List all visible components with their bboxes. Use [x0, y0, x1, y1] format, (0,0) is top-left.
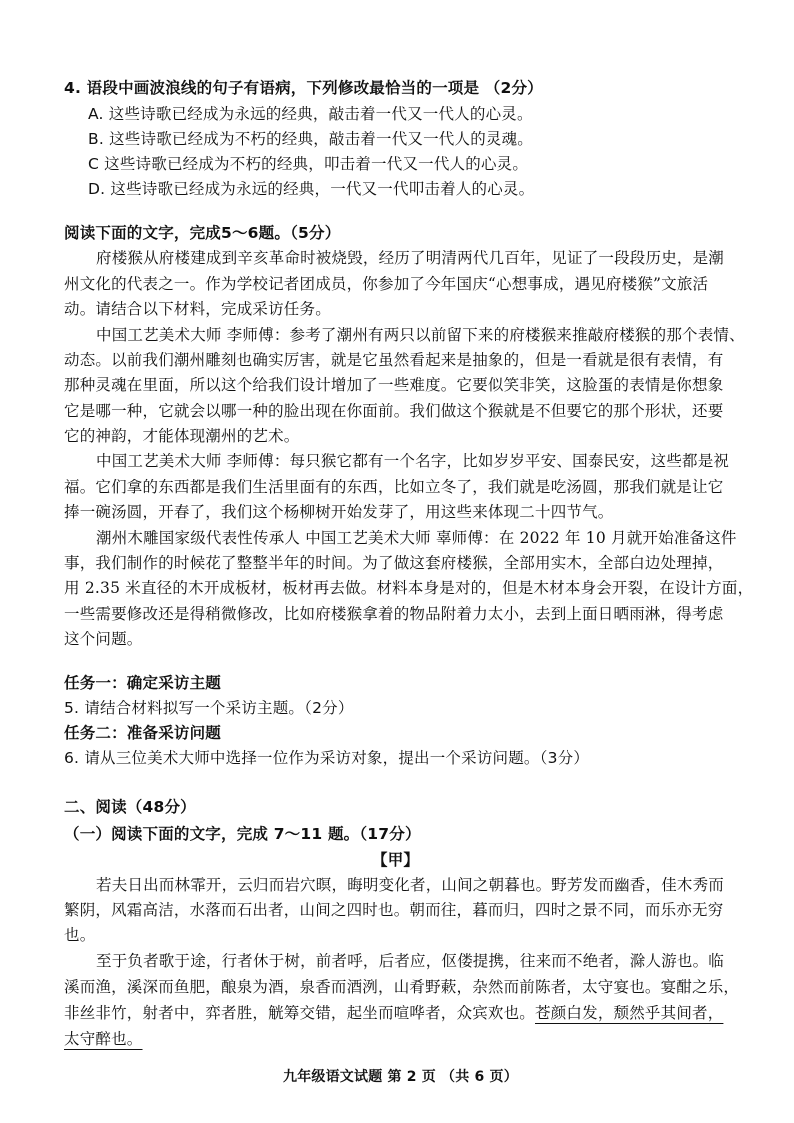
reading1-line: 它的神韵，才能体现潮州的艺术。 [64, 427, 300, 445]
task1-heading: 任务一：确定采访主题 [64, 674, 222, 692]
underlined-sentence: 苍颜白发，颓然乎其间者， [535, 1004, 724, 1022]
reading1-line: 用 2.35 米直径的木开成板材，板材再去做。材料本身是对的，但是木材本身会开裂，在设计方面， [64, 579, 754, 597]
reading1-line: 一些需要修改还是得稍微修改，比如府楼猴拿着的物品附着力太小，去到上面日晒雨淋，得考虑 [64, 605, 724, 623]
reading1-line: 这个问题。 [64, 630, 143, 648]
passage-line [64, 1001, 723, 1023]
section2-subheading: （一）阅读下面的文字，完成 7～11 题。（17分） [64, 825, 421, 843]
reading1-line: 府楼猴从府楼建成到辛亥革命时被烧毁，经历了明清两代几百年，见证了一段段历史，是潮 [96, 249, 725, 267]
reading1-line: 动态。以前我们潮州雕刻也确实厉害，就是它虽然看起来是抽象的，但是一看就是很有表情，有 [64, 351, 724, 369]
section2-heading: 二、阅读（48分） [64, 798, 196, 816]
passage-line: 若夫日出而林霏开，云归而岩穴暝，晦明变化者，山间之朝暮也。野芳发而幽香，佳木秀而 [96, 876, 725, 894]
passage-line: 溪而渔，溪深而鱼肥，酿泉为酒，泉香而酒洌，山肴野蔌，杂然而前陈者，太守宴也。宴酣之乐， [64, 978, 740, 996]
reading1-line: 中国工艺美术大师 李师傅：每只猴它都有一个名字，比如岁岁平安、国泰民安，这些都是祝 [96, 452, 730, 470]
reading1-line: 潮州木雕国家级代表性传承人 中国工艺美术大师 辜师傅：在 2022 年 10 月就开始准备这件 [96, 529, 737, 547]
passage-jia-label: 【甲】 [372, 851, 420, 869]
reading1-line: 中国工艺美术大师 李师傅：参考了潮州有两只以前留下来的府楼猴来推敲府楼猴的那个表情、 [96, 326, 745, 344]
passage-text: 非丝非竹，射者中，弈者胜，觥筹交错，起坐而喧哗者，众宾欢也。 [64, 1004, 536, 1022]
page-footer: 九年级语文试题 第 2 页 （共 6 页） [283, 1069, 518, 1085]
passage-line: 繁阴，风霜高洁，水落而石出者，山间之四时也。朝而往，暮而归，四时之景不同，而乐亦无穷 [64, 901, 724, 919]
reading1-line: 动。请结合以下材料，完成采访任务。 [64, 300, 331, 318]
q4-option-c: C 这些诗歌已经成为不朽的经典，叩击着一代又一代人的心灵。 [88, 155, 529, 173]
q4-option-b: B. 这些诗歌已经成为不朽的经典，敲击着一代又一代人的灵魂。 [88, 130, 533, 148]
task2-heading: 任务二：准备采访问题 [64, 724, 222, 742]
reading1-heading: 阅读下面的文字，完成5～6题。（5分） [64, 224, 341, 242]
q5-question: 5. 请结合材料拟写一个采访主题。（2分） [64, 699, 354, 717]
reading1-line: 那种灵魂在里面，所以这个给我们设计增加了一些难度。它要似笑非笑，这脸蛋的表情是你想象 [64, 376, 724, 394]
reading1-line: 州文化的代表之一。作为学校记者团成员，你参加了今年国庆“心想事成，遇见府楼猴”文旅活 [64, 275, 709, 293]
passage-line: 也。 [64, 926, 96, 944]
q4-question: 4. 语段中画波浪线的句子有语病，下列修改最恰当的一项是 （2分） [64, 79, 543, 97]
reading1-line: 捧一碗汤圆，开春了，我们这个杨柳树开始发芽了，用这些来体现二十四节气。 [64, 503, 614, 521]
reading1-line: 事，我们制作的时候花了整整半年的时间。为了做这套府楼猴，全部用实木，全部白边处理掉， [64, 554, 724, 572]
q4-option-a: A. 这些诗歌已经成为永远的经典，敲击着一代又一代人的心灵。 [88, 105, 533, 123]
reading1-line: 它是哪一种，它就会以哪一种的脸出现在你面前。我们做这个猴就是不但要它的那个形状，还要 [64, 402, 724, 420]
reading1-line: 福。它们拿的东西都是我们生活里面有的东西，比如立冬了，我们就是吃汤圆，那我们就是让它 [64, 478, 724, 496]
passage-line: 至于负者歌于途，行者休于树，前者呼，后者应，伛偻提携，往来而不绝者，滁人游也。临 [96, 952, 725, 970]
underlined-sentence-end: 太守醉也。 [64, 1030, 143, 1048]
q4-option-d: D. 这些诗歌已经成为永远的经典，一代又一代叩击着人的心灵。 [88, 180, 535, 198]
q6-question: 6. 请从三位美术大师中选择一位作为采访对象，提出一个采访问题。（3分） [64, 749, 590, 767]
